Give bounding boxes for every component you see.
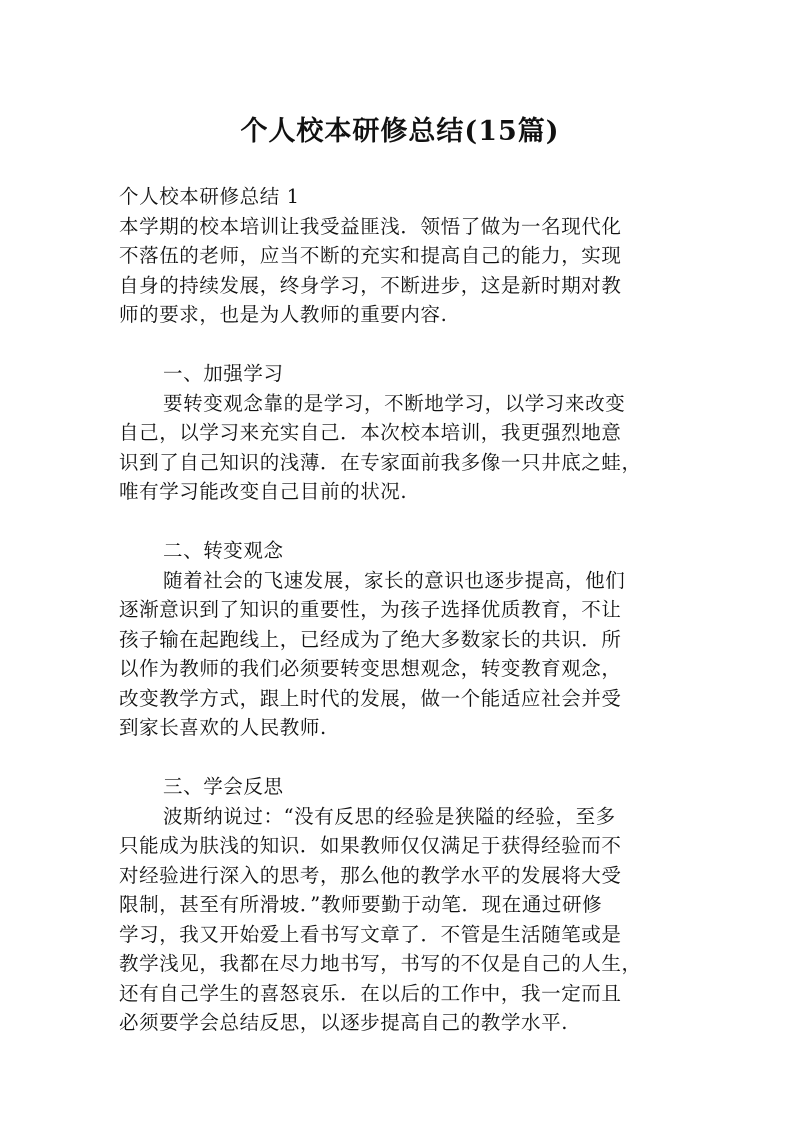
paragraph-line: 自身的持续发展，终身学习，不断进步，这是新时期对教 bbox=[119, 273, 622, 297]
paragraph-line: 唯有学习能改变自己目前的状况. bbox=[119, 480, 408, 503]
paragraph-line: 还有自己学生的喜怒哀乐．在以后的工作中，我一定而且 bbox=[119, 981, 622, 1005]
paragraph-line: 以作为教师的我们必须要转变思想观念，转变教育观念， bbox=[119, 657, 622, 680]
paragraph-line: 随着社会的飞速发展，家长的意识也逐步提高，他们 bbox=[163, 568, 626, 592]
subsection-heading: 三、学会反思 bbox=[163, 775, 284, 798]
paragraph-line: 要转变观念靠的是学习，不断地学习，以学习来改变 bbox=[163, 391, 626, 415]
paragraph-spacer bbox=[119, 330, 687, 360]
paragraph-line: 识到了自己知识的浅薄．在专家面前我多像一只井底之蛙， bbox=[119, 450, 642, 474]
document-title: 个人校本研修总结(15篇) bbox=[240, 116, 560, 147]
paragraph-line: 教学浅见，我都在尽力地书写，书写的不仅是自己的人生， bbox=[119, 952, 642, 975]
paragraph-spacer bbox=[119, 743, 687, 773]
subsection-heading: 一、加强学习 bbox=[163, 362, 284, 385]
paragraph-line: 不落伍的老师，应当不断的充实和提高自己的能力，实现 bbox=[119, 244, 622, 267]
paragraph-line: 学习，我又开始爱上看书写文章了．不管是生活随笔或是 bbox=[119, 922, 622, 946]
paragraph-line: 必须要学会总结反思，以逐步提高自己的教学水平. bbox=[119, 1011, 568, 1034]
paragraph-line: 到家长喜欢的人民教师. bbox=[119, 716, 327, 739]
paragraph-line: 只能成为肤浅的知识．如果教师仅仅满足于获得经验而不 bbox=[119, 834, 622, 857]
paragraph-line: 逐渐意识到了知识的重要性，为孩子选择优质教育，不让 bbox=[119, 598, 622, 621]
paragraph-line: 孩子输在起跑线上，已经成为了绝大多数家长的共识．所 bbox=[119, 627, 622, 651]
paragraph-line: 本学期的校本培训让我受益匪浅．领悟了做为一名现代化 bbox=[119, 214, 622, 238]
paragraph-line: 改变教学方式，跟上时代的发展，做一个能适应社会并受 bbox=[119, 686, 622, 710]
paragraph-spacer bbox=[119, 507, 687, 537]
paragraph-line: 对经验进行深入的思考，那么他的教学水平的发展将大受 bbox=[119, 863, 622, 887]
paragraph-line: 波斯纳说过：“没有反思的经验是狭隘的经验，至多 bbox=[163, 804, 616, 828]
subsection-heading: 二、转变观念 bbox=[163, 539, 284, 562]
paragraph-line: 师的要求，也是为人教师的重要内容. bbox=[119, 303, 448, 326]
paragraph-line: 限制，甚至有所滑坡．”教师要勤于动笔．现在通过研修 bbox=[119, 893, 603, 916]
document-body bbox=[119, 182, 687, 1038]
section-heading: 个人校本研修总结 1 bbox=[119, 185, 300, 208]
paragraph-line: 自己，以学习来充实自己．本次校本培训，我更强烈地意 bbox=[119, 421, 622, 444]
